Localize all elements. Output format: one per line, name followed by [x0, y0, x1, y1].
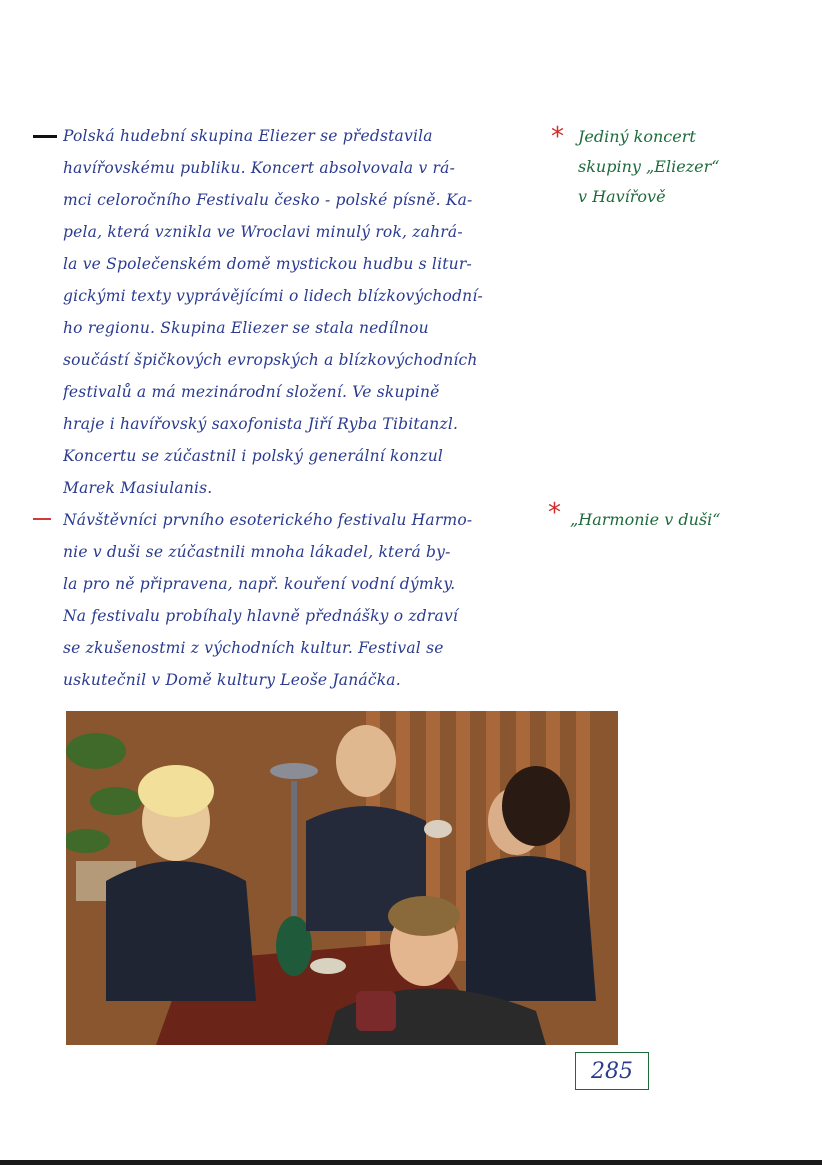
text-line: součástí špičkových evropských a blízkovýchodních: [63, 351, 478, 369]
text-line: Návštěvníci prvního esoterického festivalu Harmo-: [63, 511, 473, 529]
note-line: Jediný koncert: [578, 127, 696, 146]
text-line: Na festivalu probíhaly hlavně přednášky o zdraví: [63, 607, 459, 625]
text-line: se zkušenostmi z východních kultur. Festival se: [63, 639, 444, 657]
paragraph-harmonie-festival: [63, 504, 553, 696]
asterisk-marker: *: [551, 122, 564, 152]
text-line: la ve Společenském domě mystickou hudbu s litur-: [63, 255, 472, 273]
page-number: 285: [591, 1058, 633, 1084]
note-line: v Havířově: [578, 187, 666, 206]
text-line: Marek Masiulanis.: [63, 479, 213, 497]
margin-note-harmonie: [570, 505, 720, 535]
text-line: Koncertu se zúčastnil i polský generální konzul: [63, 447, 444, 465]
text-line: mci celoročního Festivalu česko - polské písně. Ka-: [63, 191, 473, 209]
asterisk-marker: *: [548, 498, 561, 528]
note-line: skupiny „Eliezer“: [578, 157, 720, 176]
text-line: hraje i havířovský saxofonista Jiří Ryba Tibitanzl.: [63, 415, 459, 433]
paragraph-marker-dash: [33, 518, 51, 520]
text-line: uskutečnil v Domě kultury Leoše Janáčka.: [63, 671, 401, 689]
photo-illustration: [66, 711, 618, 1045]
note-line: „Harmonie v duši“: [570, 510, 721, 529]
page-number-box: [575, 1052, 649, 1090]
paragraph-marker-dash: [33, 135, 57, 138]
festival-photo: [66, 711, 618, 1045]
text-line: ho regionu. Skupina Eliezer se stala nedílnou: [63, 319, 429, 337]
scan-edge: [0, 1160, 822, 1165]
text-line: la pro ně připravena, např. kouření vodní dýmky.: [63, 575, 456, 593]
text-line: pela, která vznikla ve Wroclavi minulý rok, zahrá-: [63, 223, 463, 241]
text-line: nie v duši se zúčastnili mnoha lákadel, která by-: [63, 543, 451, 561]
margin-note-eliezer: [578, 122, 719, 212]
paragraph-eliezer-concert: [63, 120, 553, 504]
text-line: havířovskému publiku. Koncert absolvovala v rá-: [63, 159, 456, 177]
text-line: festivalů a má mezinárodní složení. Ve skupině: [63, 383, 440, 401]
text-line: gickými texty vyprávějícími o lidech blízkovýchodní-: [63, 287, 483, 305]
text-line: Polská hudební skupina Eliezer se představila: [63, 127, 433, 145]
